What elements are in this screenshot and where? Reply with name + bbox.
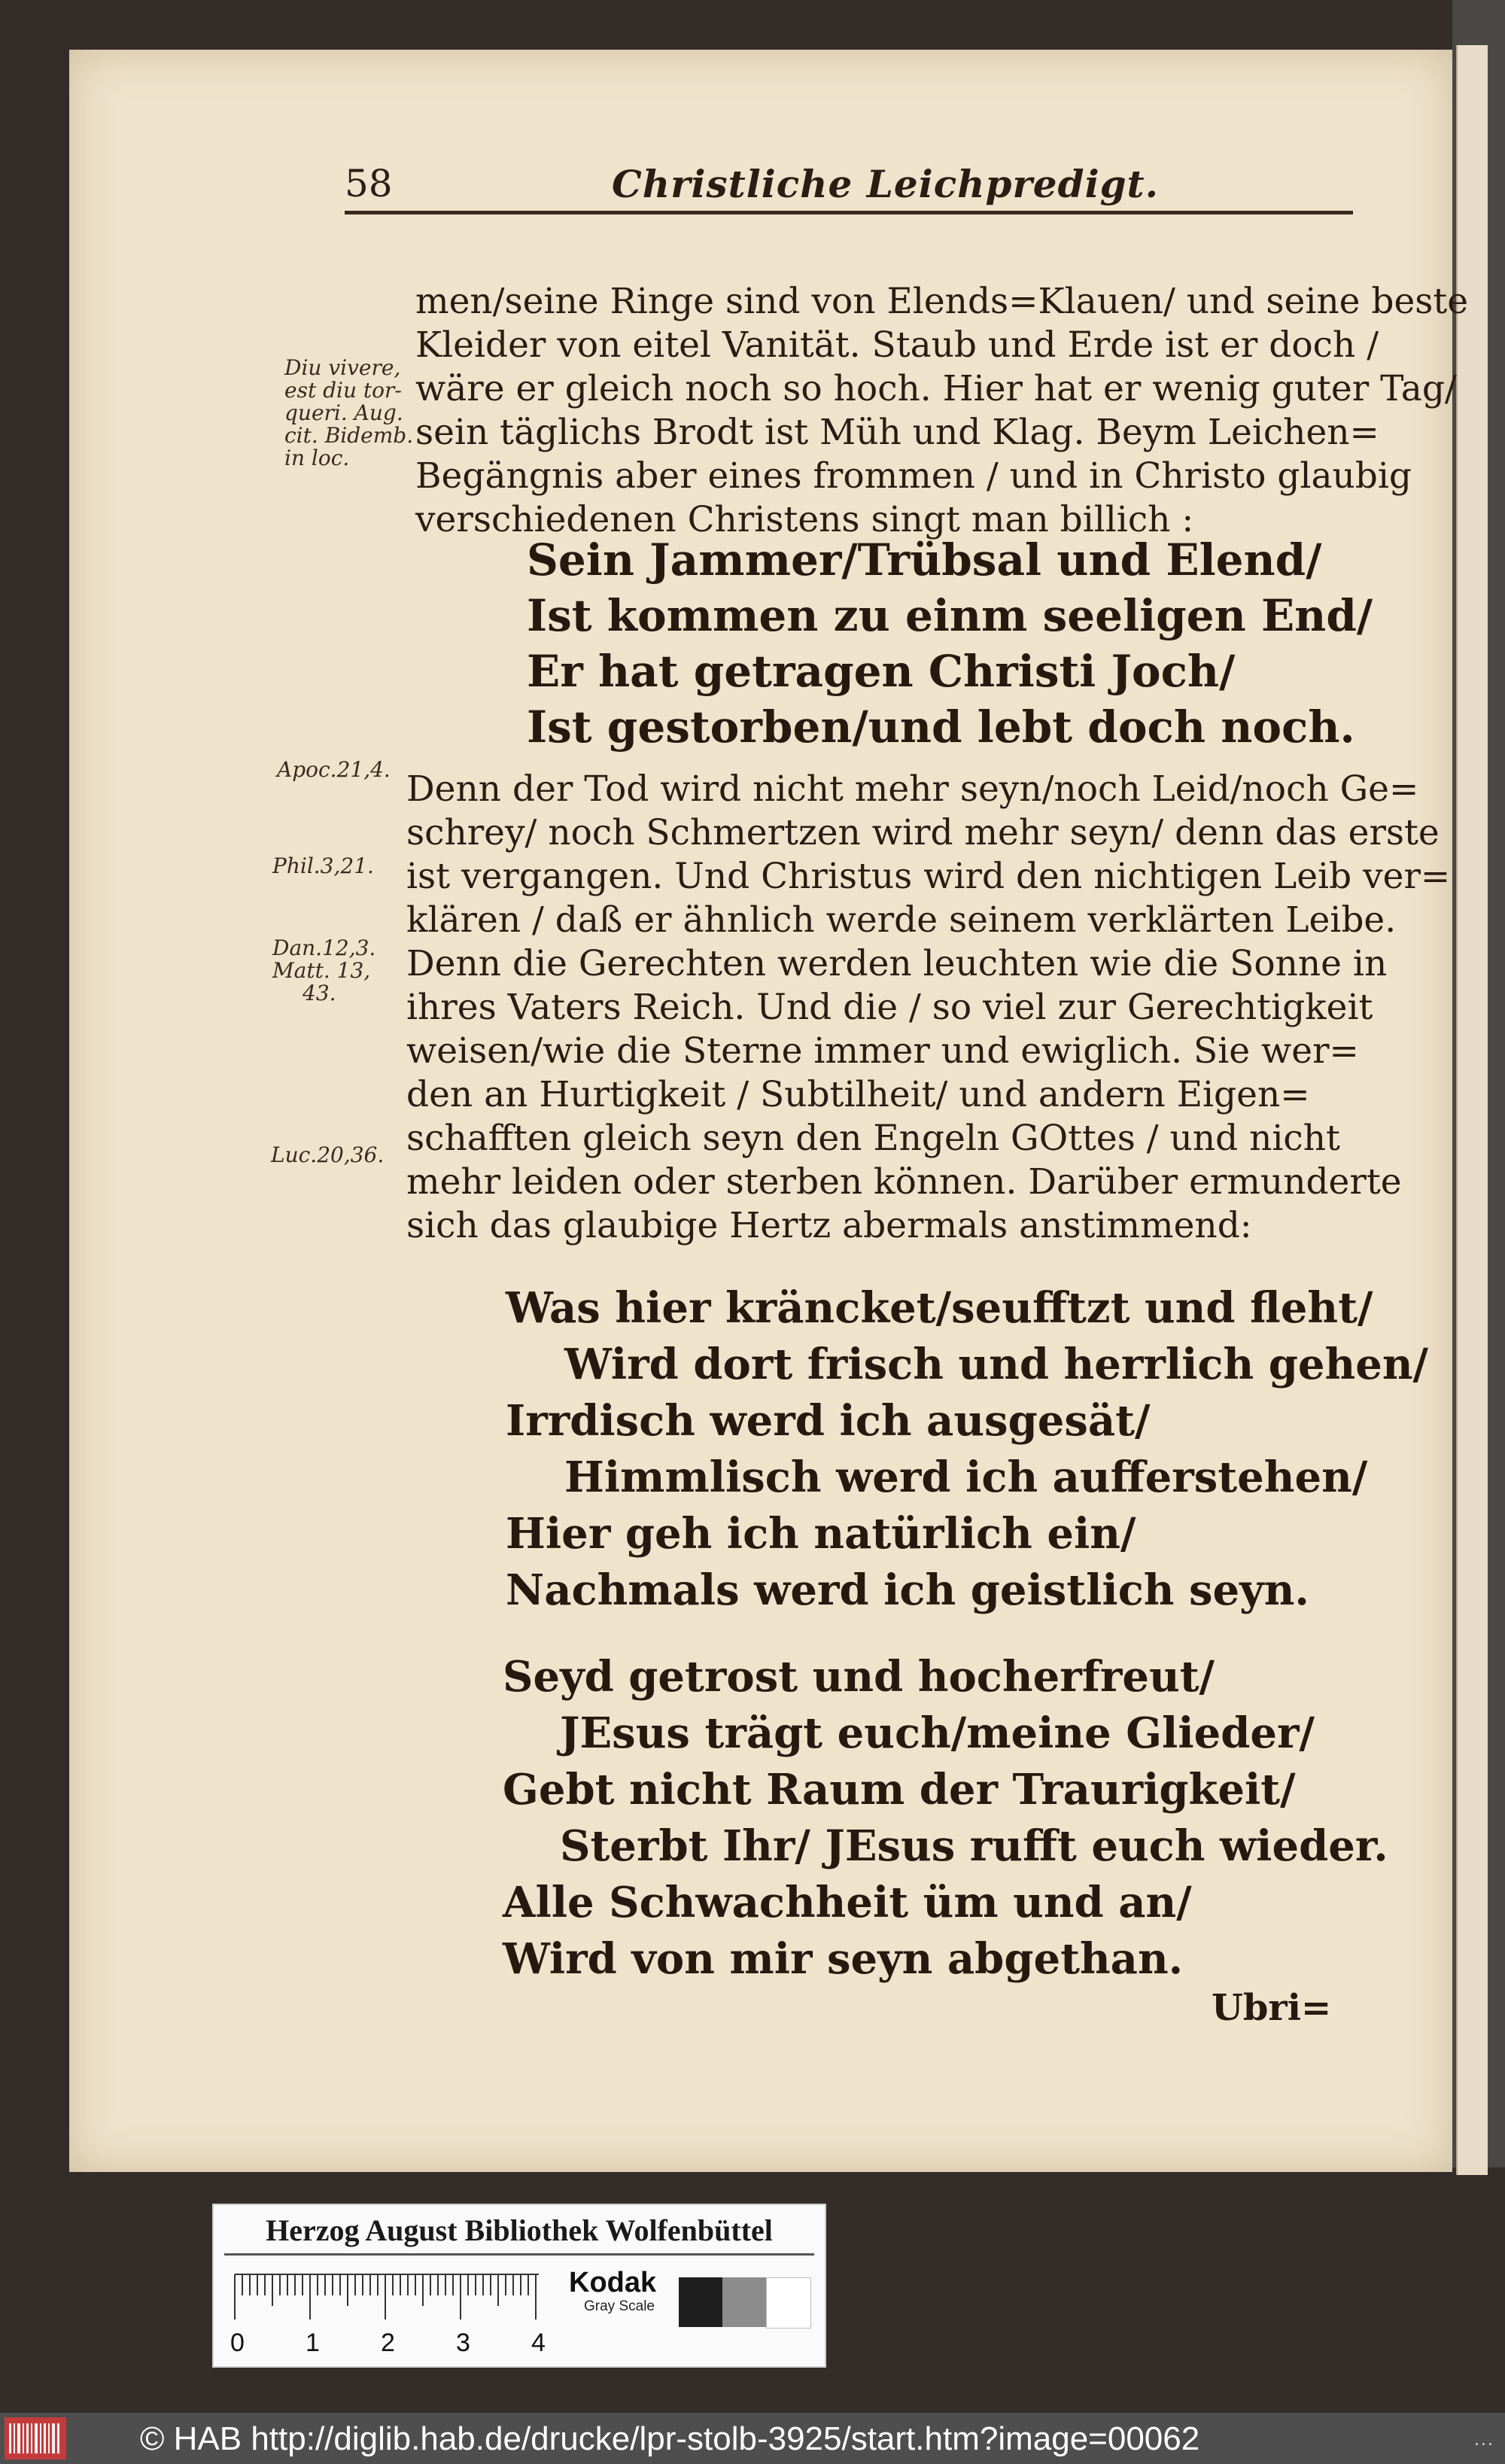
- verse-line: Seyd getrost und hocherfreut/: [503, 1652, 1215, 1702]
- verse-line: Er hat getragen Christi Joch/: [527, 646, 1236, 697]
- verse-line: Gebt nicht Raum der Traurigkeit/: [503, 1765, 1296, 1815]
- margin-note-line: 43.: [303, 981, 336, 1005]
- text-line: schrey/ noch Schmertzen wird mehr seyn/ denn das erste: [406, 812, 1440, 853]
- margin-note-line: cit. Bidemb.: [284, 423, 414, 448]
- text-line: sein täglichs Brodt ist Müh und Klag. Beym Leichen=: [415, 412, 1379, 453]
- text-block-1: [415, 280, 1468, 542]
- scale-ruler: [230, 2273, 757, 2363]
- ruler-label-4: 4: [531, 2329, 546, 2357]
- text-line: mehr leiden oder sterben können. Darüber ermunderte: [406, 1161, 1402, 1203]
- ruler-label-2: 2: [381, 2329, 395, 2357]
- margin-note-line: in loc.: [284, 446, 350, 470]
- verse-line: Ist gestorben/und lebt doch noch.: [527, 701, 1355, 753]
- text-line: sich das glaubige Hertz abermals anstimmend:: [406, 1205, 1252, 1246]
- gray-patch-mid: [722, 2277, 766, 2327]
- copyright-url: © HAB http://diglib.hab.de/drucke/lpr-stolb-3925/start.htm?image=00062: [140, 2420, 1200, 2457]
- text-line: Kleider von eitel Vanität. Staub und Erde ist er doch /: [415, 324, 1379, 366]
- gray-scale-label: Gray Scale: [584, 2298, 655, 2314]
- text-line: ist vergangen. Und Christus wird den nichtigen Leib ver=: [406, 856, 1451, 897]
- text-line: klären / daß er ähnlich werde seinem verklärten Leibe.: [406, 899, 1397, 941]
- verse-line: Alle Schwachheit üm und an/: [503, 1878, 1192, 1927]
- ruler-label-3: 3: [456, 2329, 470, 2357]
- verse-line: Sein Jammer/Trübsal und Elend/: [527, 534, 1322, 586]
- text-line: wäre er gleich noch so hoch. Hier hat er wenig guter Tag/: [415, 368, 1457, 409]
- verse-line: Sterbt Ihr/ JEsus rufft euch wieder.: [560, 1821, 1388, 1871]
- margin-note-phil: Phil.3,21.: [272, 853, 374, 878]
- text-line: weisen/wie die Sterne immer und ewiglich. Sie wer=: [406, 1030, 1359, 1072]
- verse-line: Hier geh ich natürlich ein/: [506, 1509, 1136, 1559]
- margin-note-augustine: [284, 357, 413, 470]
- verse-line: Ist kommen zu einm seeligen End/: [527, 590, 1373, 641]
- text-line: den an Hurtigkeit / Subtilheit/ und andern Eigen=: [406, 1074, 1310, 1115]
- margin-note-dan: [272, 937, 375, 1005]
- margin-note-line: est diu tor-: [284, 378, 402, 403]
- text-line: men/seine Ringe sind von Elends=Klauen/ und seine beste: [415, 281, 1469, 322]
- verse-line: Was hier kräncket/seufftzt und fleht/: [506, 1283, 1373, 1333]
- text-line: Denn der Tod wird nicht mehr seyn/noch Leid/noch Ge=: [406, 768, 1419, 810]
- verse-line: Wird von mir seyn abgethan.: [503, 1934, 1184, 1984]
- margin-note-line: Matt. 13,: [272, 958, 371, 983]
- kodak-label: Kodak: [569, 2267, 657, 2298]
- verse-line: Himmlisch werd ich aufferstehen/: [564, 1453, 1368, 1502]
- margin-note-apoc: Apoc.21,4.: [277, 757, 391, 782]
- ruler-label-1: 1: [306, 2329, 320, 2357]
- footer-bar: [0, 2413, 1505, 2464]
- ruler-ticks: [230, 2273, 561, 2363]
- margin-note-line: queri. Aug.: [284, 400, 403, 425]
- text-line: Denn die Gerechten werden leuchten wie die Sonne in: [406, 943, 1388, 984]
- gray-patch-black: [679, 2277, 722, 2327]
- more-dots: ...: [1474, 2431, 1494, 2450]
- text-line: ihres Vaters Reich. Und die / so viel zur Gerechtigkeit: [406, 987, 1373, 1028]
- verse-line: Wird dort frisch und herrlich gehen/: [564, 1340, 1428, 1389]
- verse-line: JEsus trägt euch/meine Glieder/: [560, 1708, 1315, 1758]
- text-line: schafften gleich seyn den Engeln GOttes / und nicht: [406, 1118, 1340, 1159]
- text-line: verschiedenen Christens singt man billich :: [415, 499, 1194, 540]
- card-divider: [224, 2253, 814, 2256]
- margin-note-line: Diu vivere,: [284, 355, 401, 380]
- margin-note-luc: Luc.20,36.: [271, 1142, 385, 1167]
- library-name: Herzog August Bibliothek Wolfenbüttel: [266, 2213, 773, 2247]
- barcode-icon: [5, 2417, 66, 2459]
- page-number: 58: [345, 162, 393, 205]
- ruler-label-0: 0: [230, 2329, 245, 2357]
- catchword: Ubri=: [1212, 1987, 1332, 2029]
- margin-note-line: Dan.12,3.: [272, 935, 376, 960]
- text-block-2: [406, 768, 1450, 1248]
- text-line: Begängnis aber eines frommen / und in Christo glaubig: [415, 455, 1412, 497]
- library-colour-card: [212, 2204, 826, 2368]
- running-title: Christliche Leichpredigt.: [612, 162, 1160, 206]
- verse-line: Irrdisch werd ich ausgesät/: [506, 1396, 1151, 1446]
- verse-line: Nachmals werd ich geistlich seyn.: [506, 1565, 1309, 1615]
- head-rule: [345, 211, 1353, 214]
- running-head: [345, 162, 1353, 207]
- gray-patch-white: [766, 2277, 811, 2329]
